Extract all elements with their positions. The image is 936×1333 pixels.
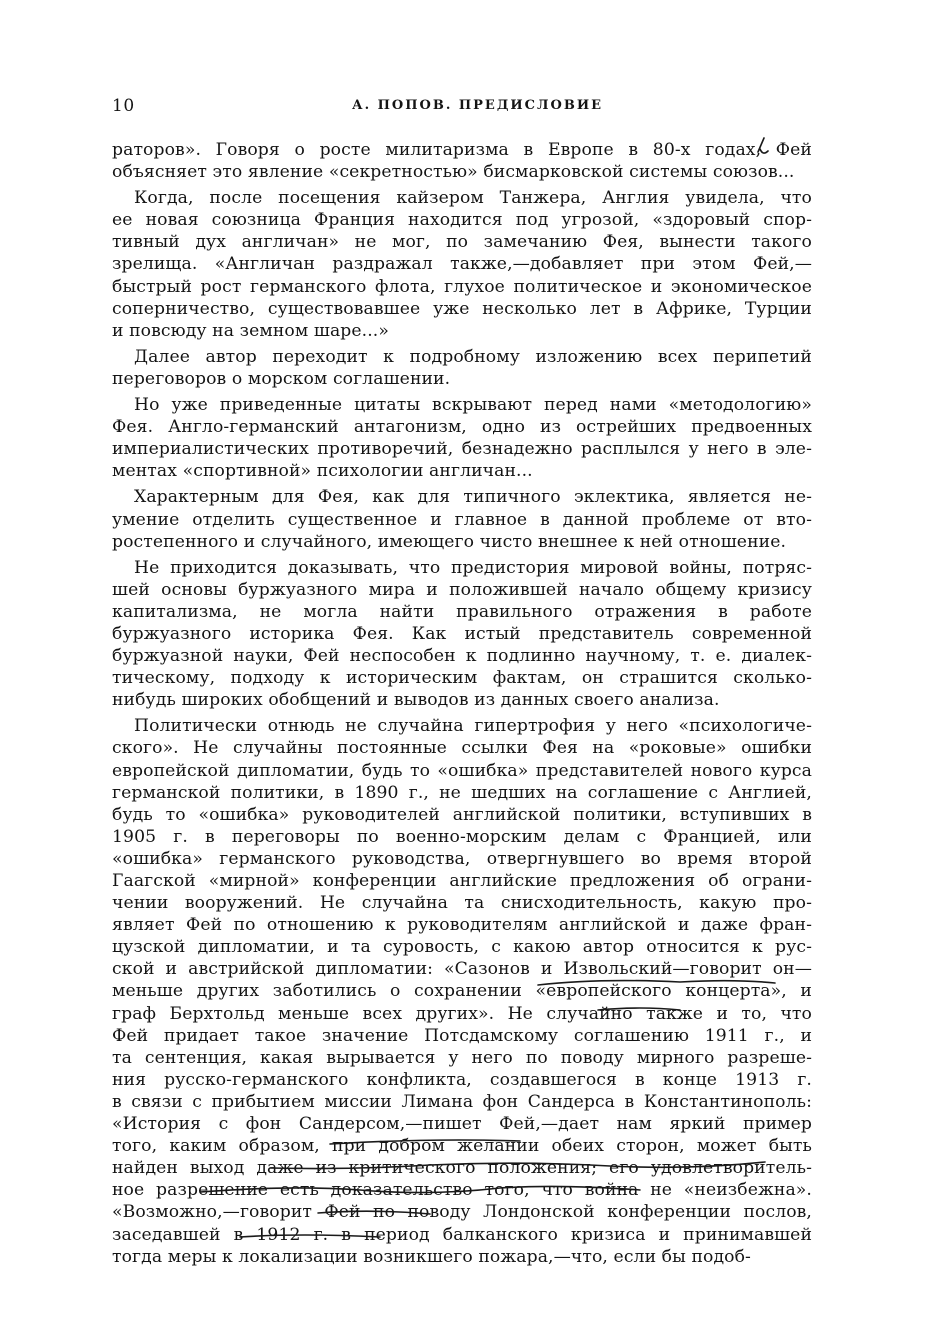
text-line: Характерным для Фея, как для типичного эклектика, является не- [134, 487, 812, 508]
body-text [112, 139, 812, 1272]
text-line: тогда меры к локализации возникшего пожара,—что, если бы подоб- [112, 1246, 751, 1267]
text-line: ской и австрийской дипломатии: «Сазонов и Извольский—говорит он— [112, 959, 812, 980]
text-line: германской политики, в 1890 г., не шедших на соглашение с Англией, [112, 782, 812, 803]
text-line: граф Берхтольд меньше всех других». Не случайно также и то, что [112, 1003, 812, 1024]
text-line: тическому, подходу к историческим фактам, он страшится сколько- [112, 668, 812, 689]
text-line: раторов». Говоря о росте милитаризма в Европе в 80-х годах, Фей [112, 140, 812, 160]
text-line: Когда, после посещения кайзером Танжера, Англия увидела, что [134, 188, 812, 209]
text-line: соперничество, существовавшее уже несколько лет в Африке, Турции [112, 298, 812, 319]
text-line: Гаагской «мирной» конференции английские предложения об ограни- [112, 871, 812, 891]
text-line: европейской дипломатии, будь то «ошибка» представителей нового курса [112, 760, 812, 781]
text-line: объясняет это явление «секретностью» бисмарковской системы союзов... [112, 162, 795, 183]
paragraph [112, 394, 812, 482]
text-line: найден выход даже из критического положения; его удовлетворитель- [112, 1158, 812, 1179]
text-line: заседавшей в 1912 г. в период балканского кризиса и принимавшей [112, 1224, 812, 1245]
text-line: Фея. Англо-германский антагонизм, одно из острейших предвоенных [112, 417, 812, 438]
text-line: ростепенного и случайного, имеющего чисто внешнее к ней отношение. [112, 531, 787, 552]
paragraph [112, 486, 812, 552]
text-line: буржуазной науки, Фей неспособен к подлинно научному, т. е. диалек- [112, 646, 812, 667]
text-line: того, каким образом, при добром желании обеих сторон, может быть [112, 1136, 812, 1157]
running-title: А. ПОПОВ. ПРЕДИСЛОВИЕ [352, 98, 604, 113]
text-line: переговоров о морском соглашении. [112, 368, 451, 389]
paragraph [112, 187, 812, 342]
text-line: ния русско-германского конфликта, создавшегося в конце 1913 г. [112, 1069, 812, 1090]
text-line: «История с фон Сандерсом,—пишет Фей,—дает нам яркий пример [112, 1114, 812, 1135]
text-line: буржуазного историка Фея. Как истый представитель современной [112, 623, 812, 644]
paragraph [112, 346, 812, 390]
text-line: Не приходится доказывать, что предистория мировой войны, потряс- [134, 557, 812, 578]
text-line: «Возможно,—говорит Фей по поводу Лондонской конференции послов, [112, 1202, 812, 1223]
text-line: нибудь широких обобщений и выводов из данных своего анализа. [112, 690, 720, 711]
text-line: шей основы буржуазного мира и положившей начало общему кризису [112, 579, 812, 600]
text-line: та сентенция, какая вырывается у него по поводу мирного разреше- [112, 1047, 812, 1068]
text-line: Далее автор переходит к подробному изложению всех перипетий [134, 346, 812, 367]
text-line: чении вооружений. Не случайна та снисходительность, какую про- [112, 893, 812, 914]
text-line: тивный дух англичан» не мог, по замечанию Фея, вынести такого [112, 232, 812, 253]
text-line: умение отделить существенное и главное в данной проблеме от вто- [112, 509, 812, 530]
text-line: будь то «ошибка» руководителей английской политики, вступивших в [112, 804, 812, 825]
text-line: быстрый рост германского флота, глухое политическое и экономическое [112, 276, 812, 297]
text-line: Политически отнюдь не случайна гипертрофия у него «психологиче- [134, 716, 812, 737]
text-line: и повсюду на земном шаре...» [112, 320, 389, 341]
text-line: 1905 г. в переговоры по военно-морским делам с Францией, или [112, 826, 812, 847]
text-line: ского». Не случайны постоянные ссылки Фея на «роковые» ошибки [112, 738, 812, 759]
paragraph [112, 139, 812, 183]
paragraph [112, 715, 812, 1267]
running-head [112, 96, 812, 118]
text-line: являет Фей по отношению к руководителям английской и даже фран- [112, 915, 812, 936]
text-line: капитализма, не могла найти правильного отражения в работе [112, 601, 812, 622]
text-line: ное разрешение есть доказательство того, что война не «неизбежна». [112, 1180, 812, 1201]
text-line: империалистических противоречий, безнадежно расплылся у него в эле- [112, 439, 812, 460]
paragraph [112, 557, 812, 712]
text-line: цузской дипломатии, и та суровость, с какою автор относится к рус- [112, 937, 812, 958]
text-line: зрелища. «Англичан раздражал также,—добавляет при этом Фей,— [112, 254, 812, 275]
text-line: Но уже приведенные цитаты вскрывают перед нами «методологию» [134, 395, 812, 416]
text-line: в связи с прибытием миссии Лимана фон Сандерса в Константинополь: [112, 1091, 812, 1112]
text-line: «ошибка» германского руководства, отвергнувшего во время второй [112, 848, 812, 869]
text-line: ее новая союзница Франция находится под угрозой, «здоровый спор- [112, 210, 812, 231]
text-line: меньше других заботились о сохранении «европейского концерта», и [112, 981, 812, 1002]
text-line: ментах «спортивной» психологии англичан... [112, 461, 533, 482]
text-line: Фей придает такое значение Потсдамскому соглашению 1911 г., и [112, 1025, 812, 1046]
page-number: 10 [112, 96, 135, 116]
